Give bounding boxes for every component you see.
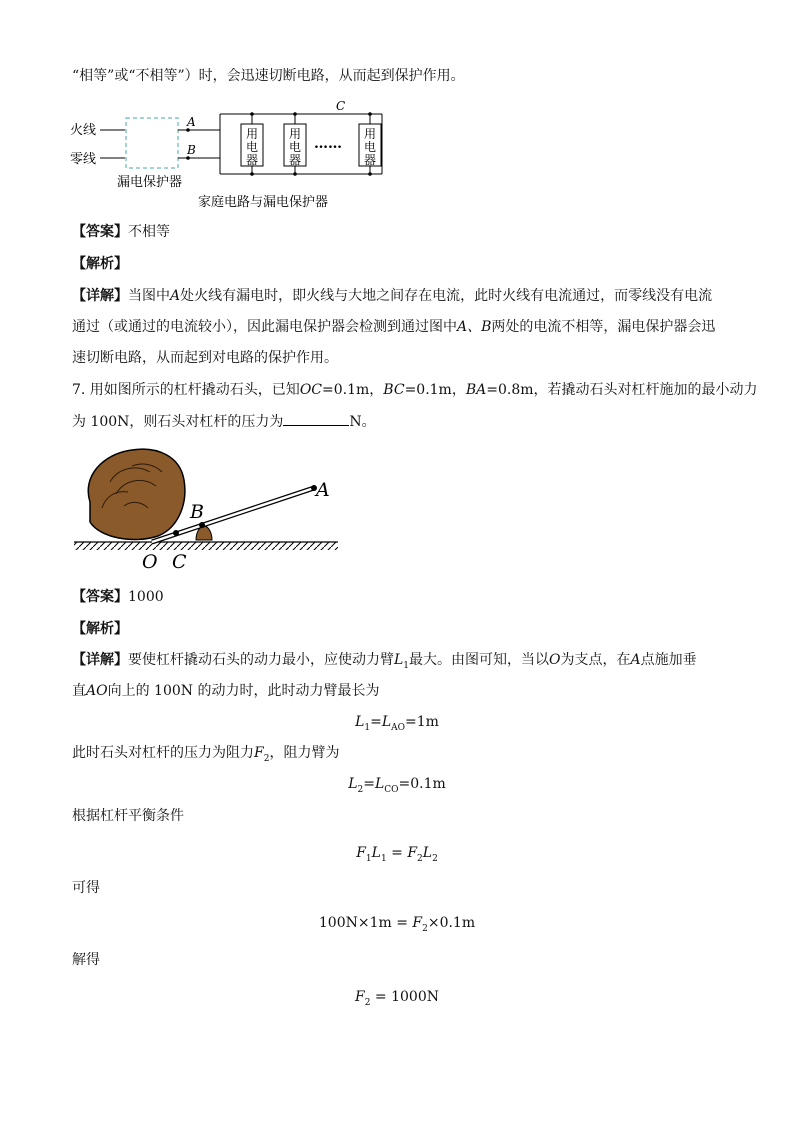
equation-2: $L_2=L_{CO}=0.1m$ bbox=[348, 776, 446, 795]
q7-analysis-tag: 【解析】 bbox=[72, 621, 128, 637]
q6-detail-line-2: 通过（或通过的电流较小），因此漏电保护器会检测到通过图中A、B两处的电流不相等，漏电保护器会迅 bbox=[72, 319, 716, 335]
equation-5: $F_2 = 1000N$ bbox=[355, 989, 439, 1008]
appliance-2-char-1: 用 bbox=[288, 127, 302, 141]
neutral-wire-label: 零线 bbox=[70, 152, 97, 167]
appliance-3-char-1: 用 bbox=[363, 127, 377, 141]
q7-detail-line-3: 此时石头对杠杆的压力为阻力$F_2$，阻力臂为 bbox=[72, 745, 340, 764]
protector-box bbox=[126, 118, 178, 168]
ellipsis-dots: …… bbox=[314, 136, 342, 152]
q6-detail-line-3: 速切断电路，从而起到对电路的保护作用。 bbox=[72, 350, 338, 366]
live-wire-label: 火线 bbox=[70, 123, 97, 138]
q7-stem-line-2: 为 100N，则石头对杠杆的压力为 N。 bbox=[72, 411, 376, 432]
rock bbox=[88, 449, 185, 539]
answer-tag: 【答案】 bbox=[72, 224, 128, 240]
q7-detail-line-2: 直AO向上的 100N 的动力时，此时动力臂最长为 bbox=[72, 683, 380, 699]
point-c-label: C bbox=[336, 99, 346, 113]
q7-detail-line-5: 可得 bbox=[72, 880, 100, 896]
lever-figure bbox=[72, 442, 340, 576]
q7-stem-line-1: 7. 用如图所示的杠杆撬动石头，已知OC=0.1m，BC=0.1m，BA=0.8m，若撬动石头对杠杆施加的最小动力 bbox=[72, 382, 758, 398]
point-c-dot bbox=[173, 530, 179, 536]
ground-hatching bbox=[74, 542, 338, 550]
appliance-1-char-3: 器 bbox=[245, 153, 259, 167]
circuit-caption: 家庭电路与漏电保护器 bbox=[198, 195, 329, 210]
intro-line: “相等”或“不相等”）时，会迅速切断电路，从而起到保护作用。 bbox=[72, 68, 465, 84]
point-a-label: A bbox=[316, 479, 330, 501]
circuit-diagram bbox=[70, 96, 400, 214]
appliance-2-char-3: 器 bbox=[288, 153, 302, 167]
q6-answer bbox=[72, 222, 170, 242]
equation-3: $F_1L_1 = F_2L_2$ bbox=[356, 845, 438, 864]
answer-blank bbox=[283, 411, 349, 426]
q6-detail-line-1: 【详解】当图中A处火线有漏电时，即火线与大地之间存在电流，此时火线有电流通过，而零线没有电流 bbox=[72, 288, 713, 304]
point-c-label: C bbox=[172, 551, 187, 573]
q7-answer: 【答案】1000 bbox=[72, 589, 164, 605]
equation-4: $100N\times 1m = F_2\times 0.1m$ bbox=[318, 915, 476, 934]
appliance-3-char-3: 器 bbox=[363, 153, 377, 167]
appliance-3-char-2: 电 bbox=[363, 140, 377, 154]
appliance-1-char-1: 用 bbox=[245, 127, 259, 141]
equation-1: $L_1=L_{AO}=1m$ bbox=[355, 714, 439, 733]
protector-label: 漏电保护器 bbox=[117, 175, 183, 190]
point-o-label: O bbox=[142, 551, 158, 573]
appliance-1-char-2: 电 bbox=[245, 140, 259, 154]
q7-detail-line-4: 根据杠杆平衡条件 bbox=[72, 808, 184, 824]
appliance-2-char-2: 电 bbox=[288, 140, 302, 154]
q6-analysis-tag: 【解析】 bbox=[72, 256, 128, 272]
answer-text: 不相等 bbox=[128, 224, 170, 240]
detail-tag: 【详解】 bbox=[72, 288, 128, 304]
point-b-label: B bbox=[187, 143, 196, 157]
point-b-label: B bbox=[190, 501, 204, 523]
q7-detail-line-1: 【详解】要使杠杆撬动石头的动力最小，应使动力臂$L_1$最大。由图可知，当以O为支点，在A点施加垂 bbox=[72, 652, 697, 671]
q7-detail-line-6: 解得 bbox=[72, 952, 100, 968]
point-a-label: A bbox=[187, 115, 196, 129]
